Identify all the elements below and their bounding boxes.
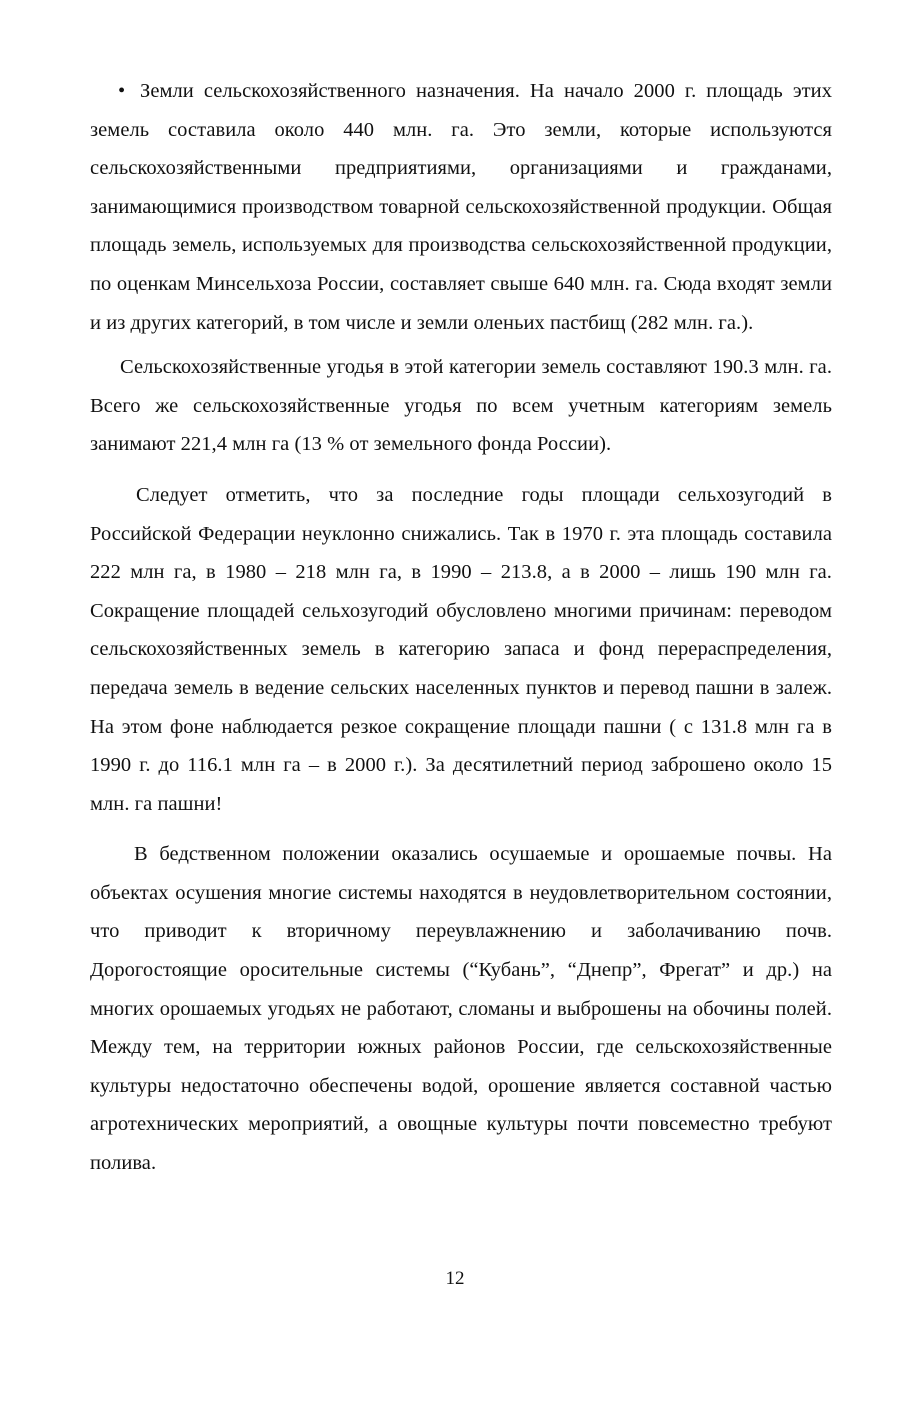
page-number: 12 (445, 1268, 465, 1289)
document-page (90, 72, 832, 1183)
bullet-icon: • (118, 80, 126, 102)
paragraph-farmland-area: Сельскохозяйственные угодья в этой категории земель составляют 190.3 млн. га. Всего же сельскохозяйственные угодья по всем учетным категориям земель занимают 221,4 млн га (13 % от земельного фонда России). (90, 356, 832, 456)
paragraph-farmland-decline: Следует отметить, что за последние годы площади сельхозугодий в Российской Федерации неуклонно снижались. Так в 1970 г. эта площадь составила 222 млн га, в 1980 – 218 млн га, в 1990 – 213.8, а в 2000 – лишь 190 млн га. Сокращение площадей сельхозугодий обусловлено многими причинам: переводом сельскохозяйственных земель в категорию запаса и фонд перераспределения, передача земель в ведение сельских населенных пунктов и перевод пашни в залеж. На этом фоне наблюдается резкое сокращение площади пашни ( с 131.8 млн га в 1990 г. до 116.1 млн га – в 2000 г.). За десятилетний период заброшено около 15 млн. га пашни! (90, 483, 832, 815)
paragraph-irrigation: В бедственном положении оказались осушаемые и орошаемые почвы. На объектах осушения многие системы находятся в неудовлетворительном состоянии, что приводит к вторичному переувлажнению и заболачиванию почв. Дорогостоящие оросительные системы (“Кубань”, “Днепр”, Фрегат” и др.) на многих орошаемых угодьях не работают, сломаны и выброшены на обочины полей. Между тем, на территории южных районов России, где сельскохозяйственные культуры недостаточно обеспечены водой, орошение является составной частью агротехнических мероприятий, а овощные культуры почти повсеместно требуют полива. (90, 843, 832, 1175)
paragraph-agricultural-lands (90, 72, 832, 342)
paragraph-text: Земли сельскохозяйственного назначения. На начало 2000 г. площадь этих земель составила около 440 млн. га. Это земли, которые используются сельскохозяйственными предприятиями, организациями и гражданами, занимающимися производством товарной сельскохозяйственной продукции. Общая площадь земель, используемых для производства сельскохозяйственной продукции, по оценкам Минсельхоза России, составляет свыше 640 млн. га. Сюда входят земли и из других категорий, в том числе и земли оленьих пастбищ (282 млн. га.). (90, 80, 832, 334)
